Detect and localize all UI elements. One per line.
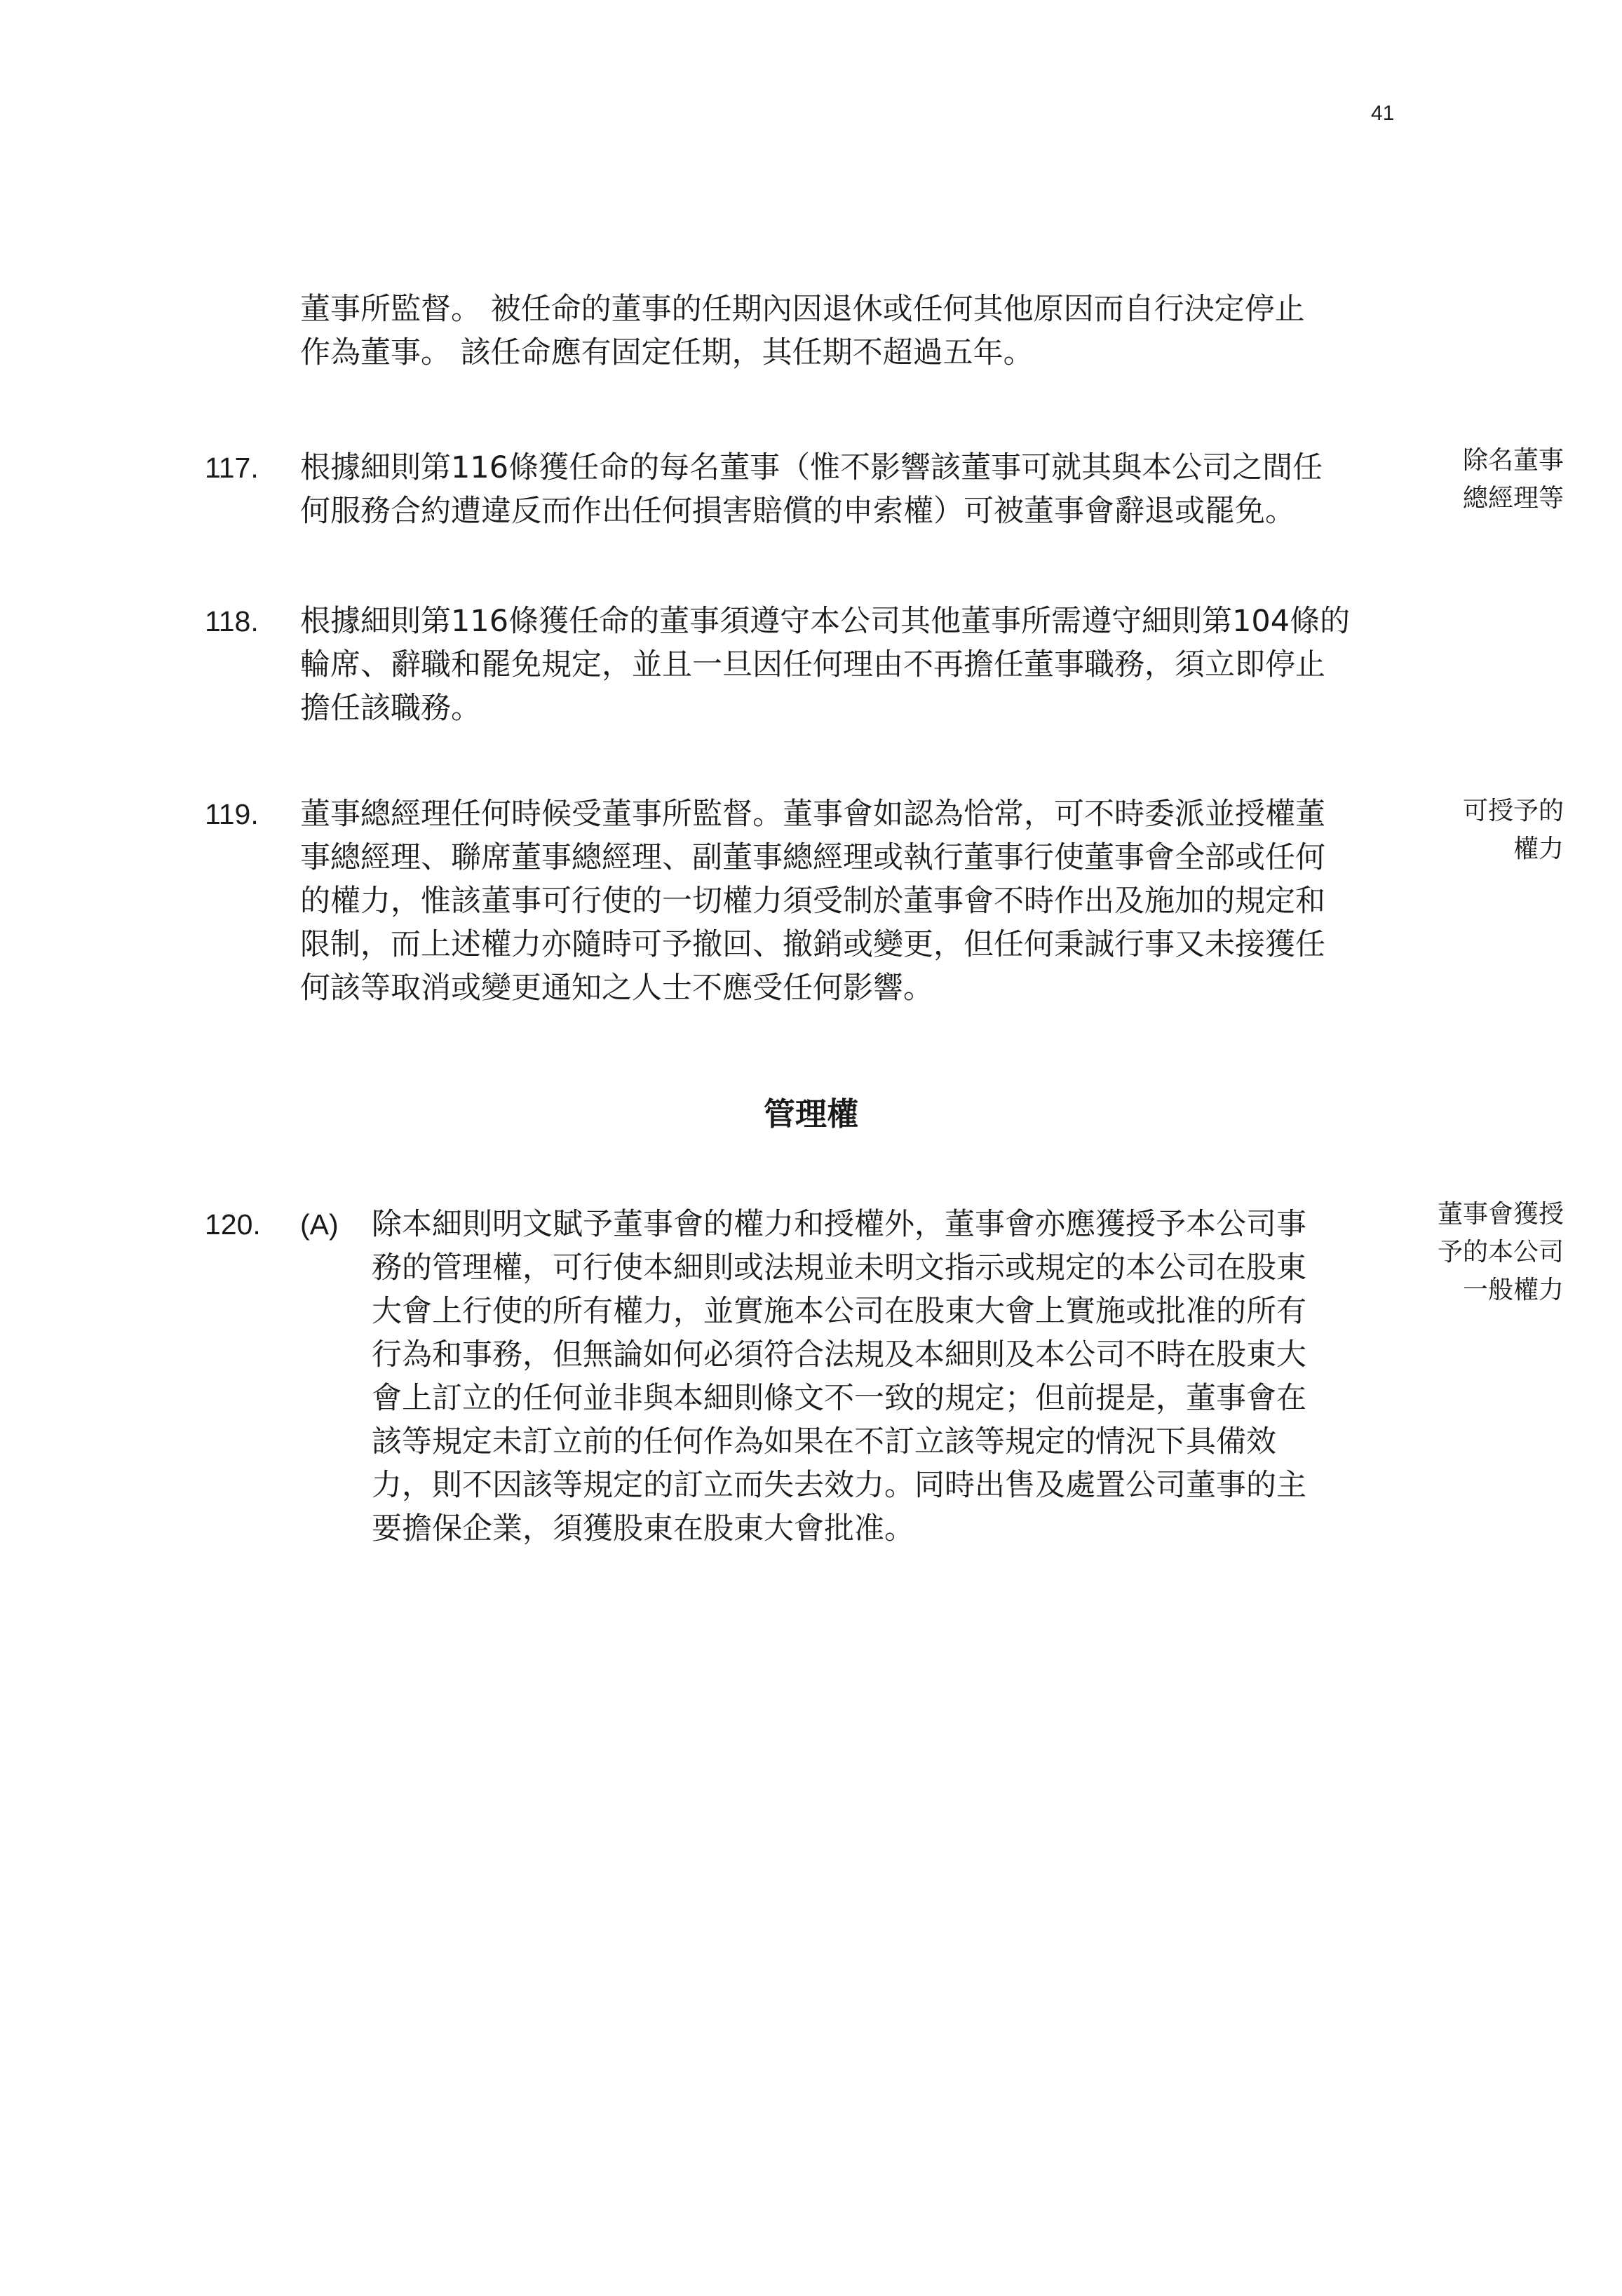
paragraph-line: 董事總經理任何時候受董事所監督。董事會如認為恰常，可不時委派並授權董 — [300, 797, 1325, 832]
paragraph-line: 行為和事務，但無論如何必須符合法規及本細則及本公司不時在股東大 — [372, 1337, 1306, 1372]
margin-note-line: 可授予的 — [1462, 797, 1564, 825]
article-118-text — [300, 600, 1370, 730]
page-number: 41 — [1371, 102, 1395, 125]
article-120-text — [372, 1203, 1371, 1551]
margin-note-line: 總經理等 — [1462, 484, 1564, 513]
paragraph-line: 大會上行使的所有權力，並實施本公司在股東大會上實施或批准的所有 — [372, 1294, 1306, 1329]
margin-note-line: 董事會獲授 — [1437, 1200, 1564, 1229]
section-heading: 管理權 — [763, 1095, 858, 1133]
margin-note-119 — [1385, 792, 1564, 868]
paragraph-line: 何該等取消或變更通知之人士不應受任何影響。 — [300, 971, 933, 1006]
paragraph-line: 作為董事。 該任命應有固定任期，其任期不超過五年。 — [300, 335, 1034, 370]
article-number-120: 120. — [205, 1208, 261, 1241]
paragraph-line: 會上訂立的任何並非與本細則條文不一致的規定；但前提是，董事會在 — [372, 1381, 1306, 1416]
paragraph-line: 擔任該職務。 — [300, 691, 481, 726]
margin-note-120 — [1385, 1196, 1564, 1309]
paragraph-line: 務的管理權，可行使本細則或法規並未明文指示或規定的本公司在股東 — [372, 1250, 1306, 1285]
paragraph-line: 何服務合約遭違反而作出任何損害賠償的申索權）可被董事會辭退或罷免。 — [300, 494, 1295, 529]
margin-note-line: 權力 — [1513, 835, 1564, 863]
margin-note-117 — [1385, 442, 1564, 518]
paragraph-line: 事總經理、聯席董事總經理、副董事總經理或執行董事行使董事會全部或任何 — [300, 840, 1325, 875]
paragraph-line: 根據細則第116條獲任命的董事須遵守本公司其他董事所需遵守細則第104條的 — [300, 604, 1351, 639]
margin-note-line: 一般權力 — [1462, 1276, 1564, 1304]
article-number-119: 119. — [205, 798, 259, 830]
margin-note-line: 除名董事 — [1462, 446, 1564, 475]
paragraph-line: 要擔保企業，須獲股東在股東大會批准。 — [372, 1511, 914, 1546]
paragraph-line: 該等規定未訂立前的任何作為如果在不訂立該等規定的情況下具備效 — [372, 1424, 1276, 1459]
paragraph-line: 除本細則明文賦予董事會的權力和授權外，董事會亦應獲授予本公司事 — [372, 1207, 1306, 1242]
article-number-117: 117. — [205, 452, 259, 484]
paragraph-line: 限制，而上述權力亦隨時可予撤回、撤銷或變更，但任何秉誠行事又未接獲任 — [300, 927, 1325, 962]
article-number-118: 118. — [205, 605, 259, 637]
article-117-text — [300, 446, 1370, 533]
paragraph-line: 董事所監督。 被任命的董事的任期內因退休或任何其他原因而自行決定停止 — [300, 292, 1305, 327]
paragraph-line: 根據細則第116條獲任命的每名董事（惟不影響該董事可就其與本公司之間任 — [300, 450, 1323, 485]
margin-note-line: 予的本公司 — [1437, 1238, 1564, 1267]
continuation-paragraph — [300, 288, 1370, 374]
paragraph-line: 的權力，惟該董事可行使的一切權力須受制於董事會不時作出及施加的規定和 — [300, 884, 1325, 919]
sub-clause-label: (A) — [300, 1208, 339, 1241]
paragraph-line: 力，則不因該等規定的訂立而失去效力。同時出售及處置公司董事的主 — [372, 1468, 1306, 1503]
article-119-text — [300, 792, 1370, 1010]
paragraph-line: 輪席、辭職和罷免規定，並且一旦因任何理由不再擔任董事職務，須立即停止 — [300, 647, 1325, 682]
